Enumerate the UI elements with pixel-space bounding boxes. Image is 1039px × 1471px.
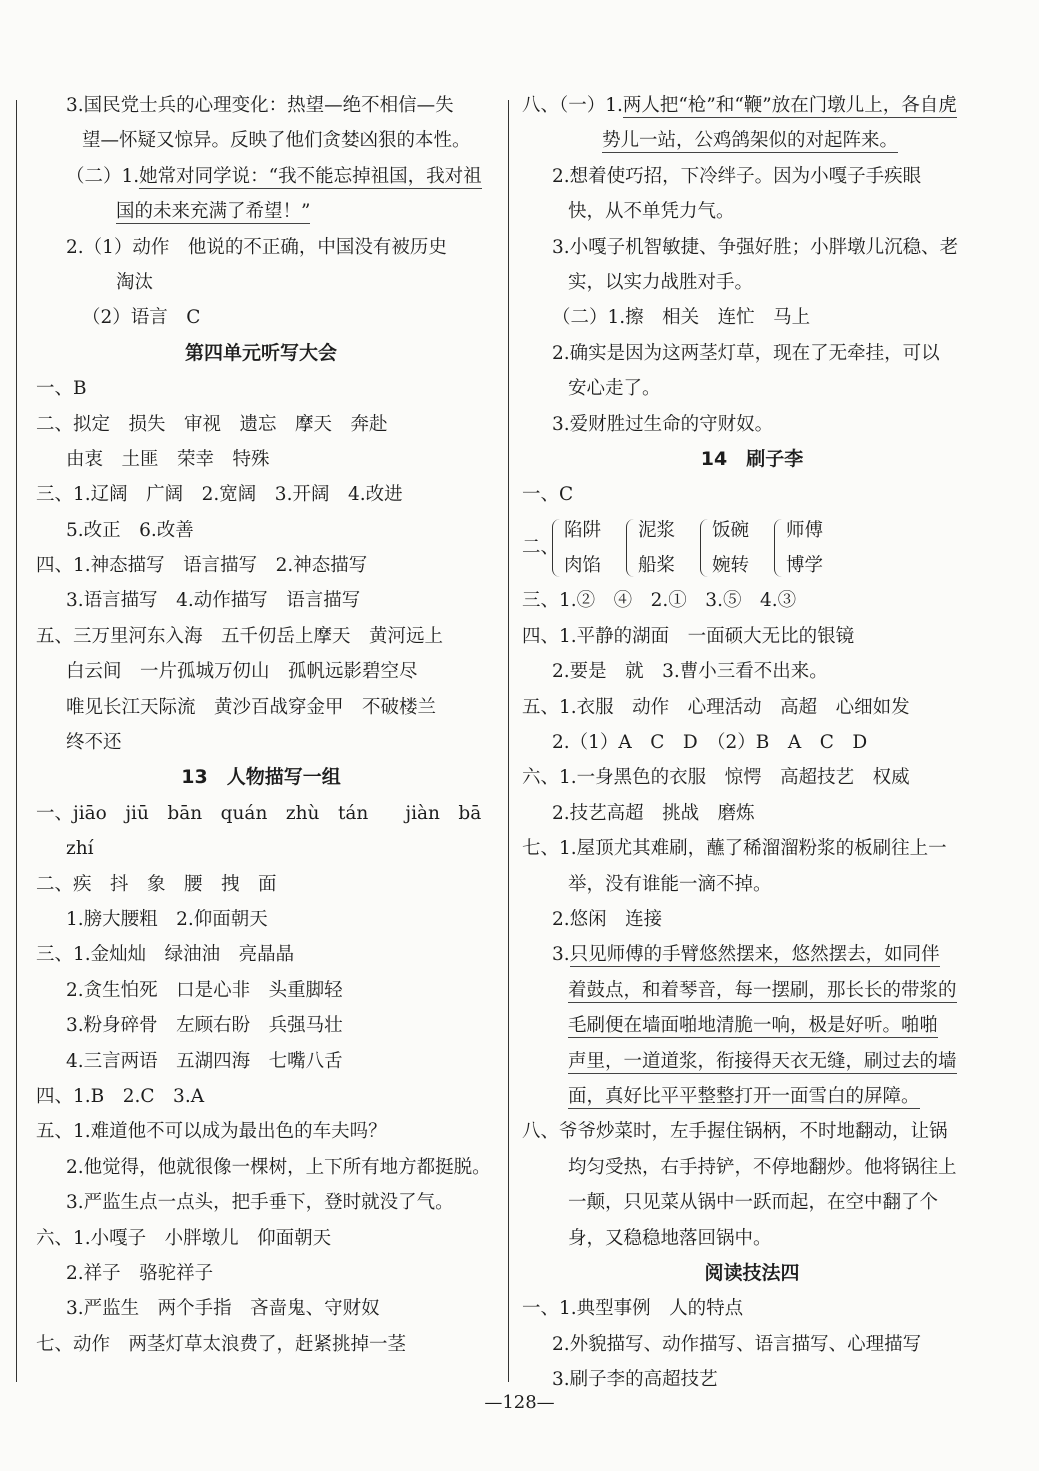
answer-label: 二、 <box>522 536 560 558</box>
section-heading: 14 刷子李 <box>700 447 804 470</box>
answer-line: 四、1.B 2.C 3.A <box>36 1085 205 1107</box>
word-pair <box>638 513 675 584</box>
answer-line: 身，又稳稳地落回锅中。 <box>568 1227 772 1249</box>
answer-line: （二）1.擦 相关 连忙 马上 <box>552 307 811 329</box>
page-number: —128— <box>484 1392 555 1413</box>
answer-line: 2.悠闲 连接 <box>552 909 663 930</box>
answer-line: 一、1.典型事例 人的特点 <box>522 1298 744 1320</box>
answer-line: 一、jiāo jiū bān quán zhù tán jiàn bā <box>36 802 482 824</box>
column-divider <box>508 100 509 1382</box>
answer-line: 七、1.屋顶尤其难刷，蘸了稀溜溜粉浆的板刷往上一 <box>522 838 947 860</box>
answer-label: （二）1. <box>66 165 140 187</box>
underlined-answer: 声里，一道道浆，衔接得天衣无缝，刷过去的墙 <box>568 1050 957 1072</box>
word: 博学 <box>786 555 824 577</box>
answer-line: 3.小嘎子机智敏捷、争强好胜；小胖墩儿沉稳、老 <box>552 236 959 258</box>
answer-line: 2.他觉得，他就很像一棵树，上下所有地方都挺脱。 <box>66 1156 491 1178</box>
answer-line: 5.改正 6.改善 <box>66 519 194 541</box>
word: 泥浆 <box>638 519 676 541</box>
answer-line: 淘汰 <box>116 271 154 293</box>
answer-line: 八、爷爷炒菜时，左手握住锅柄，不时地翻动，让锅 <box>522 1121 948 1143</box>
answer-line: 一、B <box>36 378 87 400</box>
answer-line: 4.三言两语 五湖四海 七嘴八舌 <box>66 1050 343 1072</box>
answer-line: zhí <box>66 838 94 860</box>
answer-line: 2.（1）动作 他说的不正确，中国没有被历史 <box>66 236 447 258</box>
answer-line: 由衷 土匪 荣幸 特殊 <box>66 448 270 470</box>
answer-line: 3.严监生 两个手指 吝啬鬼、守财奴 <box>66 1298 380 1320</box>
underlined-answer: 她常对同学说：“我不能忘掉祖国，我对祖 <box>139 165 482 187</box>
answer-line <box>522 88 982 123</box>
answer-line: 3.语言描写 4.动作描写 语言描写 <box>66 590 361 612</box>
answer-line: 1.膀大腰粗 2.仰面朝天 <box>66 908 268 930</box>
answer-label: 3. <box>552 944 570 966</box>
answer-line: 三、1.② ④ 2.① 3.⑤ 4.③ <box>522 590 797 612</box>
word-pair <box>712 513 749 584</box>
answer-line: 三、1.金灿灿 绿油油 亮晶晶 <box>36 944 295 966</box>
answer-line: 3.国民党士兵的心理变化：热望—绝不相信—失 <box>66 95 454 116</box>
answer-line: 六、1.小嘎子 小胖墩儿 仰面朝天 <box>36 1227 332 1249</box>
underlined-answer: 毛刷便在墙面啪地清脆一响，极是好听。啪啪 <box>568 1015 939 1037</box>
answer-line: 七、动作 两茎灯草太浪费了，赶紧挑掉一茎 <box>36 1333 407 1355</box>
answer-line: 白云间 一片孤城万仞山 孤帆远影碧空尽 <box>66 661 418 683</box>
answer-line: 二、拟定 损失 审视 遗忘 摩天 奔赴 <box>36 413 388 435</box>
word-pair <box>786 513 823 584</box>
answer-line: 一颠，只见菜从锅中一跃而起，在空中翻了个 <box>568 1192 939 1214</box>
answer-line <box>522 1079 982 1114</box>
answer-line <box>36 194 486 229</box>
answer-line: 安心走了。 <box>568 378 661 400</box>
answer-line <box>522 123 982 158</box>
answer-line: 3.刷子李的高超技艺 <box>552 1369 718 1391</box>
answer-line: 举，没有谁能一滴不掉。 <box>568 873 772 895</box>
answer-line: 2.外貌描写、动作描写、语言描写、心理描写 <box>552 1333 922 1355</box>
answer-line: 终不还 <box>66 732 122 754</box>
brace <box>700 519 709 577</box>
answer-line: 3.粉身碎骨 左顾右盼 兵强马壮 <box>66 1015 343 1037</box>
brace <box>626 519 635 577</box>
answer-line: 2.想着使巧招，下冷绊子。因为小嘎子手疾眼 <box>552 165 922 187</box>
word: 婉转 <box>712 555 750 577</box>
word-pair <box>564 513 601 584</box>
underlined-answer: 两人把“枪”和“鞭”放在门墩儿上，各自虎 <box>622 95 957 116</box>
answer-line: 2.确实是因为这两茎灯草，现在了无牵挂，可以 <box>552 342 940 364</box>
answer-line: 六、1.一身黑色的衣服 惊愕 高超技艺 权威 <box>522 767 910 789</box>
answer-line: 2.（1）A C D （2）B A C D <box>552 732 868 754</box>
right-column <box>522 88 982 1397</box>
answer-line: 三、1.辽阔 广阔 2.宽阔 3.开阔 4.改进 <box>36 484 403 506</box>
answer-line: 3.严监生点一点头，把手垂下，登时就没了气。 <box>66 1192 454 1214</box>
left-margin-rule <box>16 100 17 1382</box>
answer-line: 2.祥子 骆驼祥子 <box>66 1262 214 1284</box>
answer-line: 均匀受热，右手持铲，不停地翻炒。他将锅往上 <box>568 1156 957 1178</box>
answer-line: 望—怀疑又惊异。反映了他们贪婪凶狠的本性。 <box>82 130 471 152</box>
answer-line: 2.要是 就 3.曹小三看不出来。 <box>552 661 828 683</box>
answer-line <box>522 973 982 1008</box>
word: 船桨 <box>638 555 676 577</box>
answer-line: 一、C <box>522 484 574 506</box>
section-heading: 13 人物描写一组 <box>181 766 341 789</box>
answer-line: 2.贪生怕死 口是心非 头重脚轻 <box>66 979 343 1001</box>
brace <box>774 519 783 577</box>
left-column <box>36 88 491 1362</box>
section-heading: 第四单元听写大会 <box>184 341 337 364</box>
answer-line: 五、1.难道他不可以成为最出色的车夫吗？ <box>36 1121 387 1143</box>
word: 陷阱 <box>564 519 602 541</box>
answer-line: （2）语言 C <box>82 307 201 329</box>
answer-line: 2.技艺高超 挑战 磨炼 <box>552 802 755 824</box>
word: 饭碗 <box>712 519 750 541</box>
brace <box>552 519 561 577</box>
answer-label: 八、（一）1. <box>522 95 623 116</box>
answer-line: 五、三万里河东入海 五千仞岳上摩天 黄河远上 <box>36 625 444 647</box>
answer-line: 四、1.神态描写 语言描写 2.神态描写 <box>36 555 368 577</box>
underlined-answer: 国的未来充满了希望！” <box>116 201 311 223</box>
answer-line <box>36 159 486 194</box>
underlined-answer: 面，真好比平平整整打开一面雪白的屏障。 <box>568 1085 920 1107</box>
answer-line <box>522 937 982 972</box>
answer-line: 四、1.平静的湖面 一面硕大无比的银镜 <box>522 625 855 647</box>
answer-line: 实，以实力战胜对手。 <box>568 271 754 293</box>
answer-line: 二、疾 抖 象 腰 拽 面 <box>36 873 277 895</box>
word: 肉馅 <box>564 555 602 577</box>
underlined-answer: 势儿一站，公鸡鸽架似的对起阵来。 <box>602 130 899 152</box>
word-pair-groups <box>522 513 982 584</box>
underlined-answer: 着鼓点，和着琴音，每一摆刷，那长长的带浆的 <box>568 979 957 1001</box>
answer-line: 五、1.衣服 动作 心理活动 高超 心细如发 <box>522 696 910 718</box>
section-heading: 阅读技法四 <box>704 1261 800 1284</box>
answer-line <box>522 1008 982 1043</box>
answer-line: 3.爱财胜过生命的守财奴。 <box>552 413 774 435</box>
answer-line <box>522 1044 982 1079</box>
word: 师傅 <box>786 519 824 541</box>
answer-line: 唯见长江天际流 黄沙百战穿金甲 不破楼兰 <box>66 696 437 718</box>
underlined-answer: 只见师傅的手臂悠然摆来，悠然摆去，如同伴 <box>569 944 940 966</box>
answer-line: 快，从不单凭力气。 <box>568 201 735 223</box>
